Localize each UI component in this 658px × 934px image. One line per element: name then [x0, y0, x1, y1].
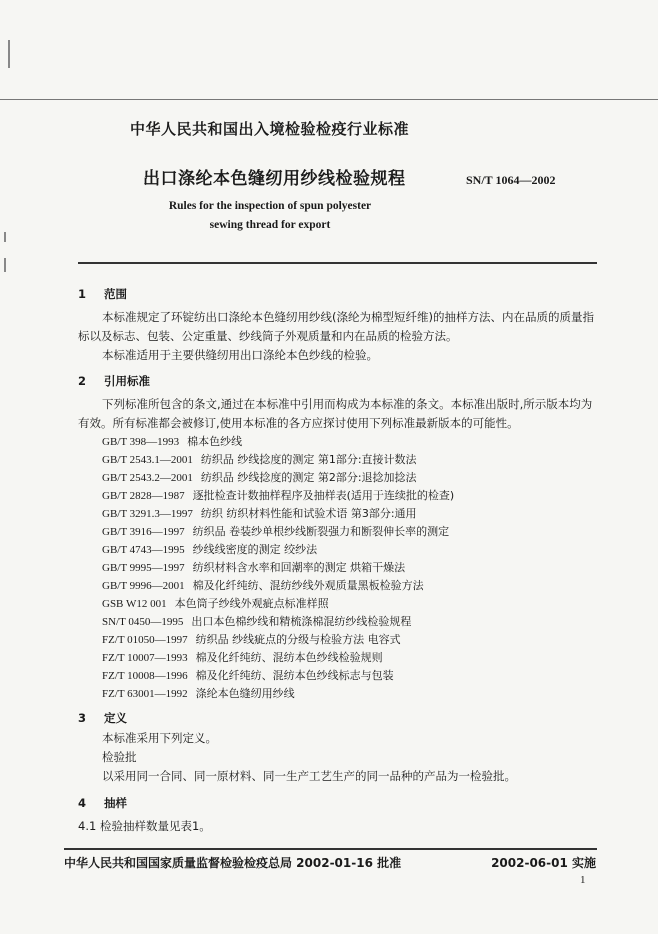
reference-code: GB/T 398—1993 [102, 436, 180, 448]
reference-title: 涤纶本色缝纫用纱线 [195, 687, 295, 700]
reference-code: FZ/T 10008—1996 [102, 670, 188, 682]
reference-code: FZ/T 63001—1992 [102, 688, 188, 700]
reference-title: 纺织品 卷装纱单根纱线断裂强力和断裂伸长率的测定 [192, 525, 450, 538]
section-1-heading [78, 286, 127, 302]
clause-4-1: 4.1 检验抽样数量见表1。 [78, 819, 211, 833]
reference-code: GB/T 2543.2—2001 [102, 472, 193, 484]
title-divider [78, 262, 597, 264]
section-number: 1 [78, 287, 87, 301]
reference-title: 棉本色纱线 [187, 435, 243, 448]
reference-item [102, 667, 394, 683]
english-title-line-2: sewing thread for export [209, 219, 331, 231]
reference-code: GSB W12 001 [102, 598, 167, 610]
approval-statement: 中华人民共和国国家质量监督检验检疫总局 2002-01-16 批准 [64, 856, 402, 870]
reference-code: FZ/T 10007—1993 [102, 652, 188, 664]
section-4-heading [78, 795, 127, 811]
reference-code: GB/T 3291.3—1997 [102, 508, 193, 520]
page-number: 1 [580, 874, 586, 886]
industry-standard-title: 中华人民共和国出入境检验检疫行业标准 [130, 120, 410, 138]
scan-edge-mark [4, 232, 6, 242]
reference-item [102, 487, 454, 503]
standard-number: SN/T 1064—2002 [466, 173, 556, 187]
top-rule [0, 99, 658, 100]
reference-title: 纺织品 纱线捻度的测定 第2部分:退捻加捻法 [200, 471, 417, 484]
reference-title: 棉及化纤纯纺、混纺本色纱线标志与包装 [195, 669, 394, 682]
reference-title: 纺织品 纱线捻度的测定 第1部分:直接计数法 [200, 453, 417, 466]
section-number: 3 [78, 711, 87, 725]
reference-code: GB/T 2828—1987 [102, 490, 185, 502]
reference-code: GB/T 9996—2001 [102, 580, 185, 592]
reference-title: 纺织材料含水率和回潮率的测定 烘箱干燥法 [192, 561, 406, 574]
section-number: 4 [78, 796, 87, 810]
section-3-heading [78, 710, 127, 726]
section-title: 定义 [104, 711, 127, 725]
reference-item [102, 505, 417, 521]
reference-code: FZ/T 01050—1997 [102, 634, 188, 646]
reference-title: 棉及化纤纯纺、混纺本色纱线检验规则 [195, 651, 383, 664]
reference-item [102, 451, 417, 467]
reference-title: 本色筒子纱线外观疵点标准样照 [174, 597, 329, 610]
reference-item [102, 433, 242, 449]
section-3-intro: 本标准采用下列定义。 [102, 731, 217, 745]
definition-term: 检验批 [102, 750, 137, 764]
english-title-line-1: Rules for the inspection of spun polyester [168, 200, 372, 212]
reference-title: 逐批检查计数抽样程序及抽样表(适用于连续批的检查) [192, 489, 455, 502]
section-2-heading [78, 373, 150, 389]
section-1-paragraph-2: 本标准适用于主要供缝纫用出口涤纶本色纱线的检验。 [102, 348, 378, 362]
reference-code: GB/T 9995—1997 [102, 562, 185, 574]
reference-title: 出口本色棉纱线和精梳涤棉混纺纱线检验规程 [191, 615, 412, 628]
scan-edge-mark [8, 40, 10, 68]
effective-date: 2002-06-01 实施 [491, 856, 596, 870]
reference-item [102, 595, 329, 611]
section-1-paragraph-1: 本标准规定了环锭纺出口涤纶本色缝纫用纱线(涤纶为棉型短纤维)的抽样方法、内在品质的质量指标以及标志、包装、公定重量、纱线筒子外观质量和内在品质的检验方法。 [78, 310, 594, 343]
reference-title: 纱线线密度的测定 绞纱法 [192, 543, 318, 556]
reference-title: 纺织 纺织材料性能和试验术语 第3部分:通用 [200, 507, 417, 520]
section-number: 2 [78, 374, 87, 388]
reference-code: SN/T 0450—1995 [102, 616, 184, 628]
reference-code: GB/T 2543.1—2001 [102, 454, 193, 466]
reference-item [102, 577, 424, 593]
section-title: 抽样 [104, 796, 127, 810]
section-title: 引用标准 [104, 374, 150, 388]
reference-item [102, 613, 411, 629]
section-2-paragraph: 下列标准所包含的条文,通过在本标准中引用而构成为本标准的条文。本标准出版时,所示版本均为有效。所有标准都会被修订,使用本标准的各方应探讨使用下列标准最新版本的可能性。 [78, 397, 593, 430]
section-title: 范围 [104, 287, 127, 301]
reference-item [102, 541, 317, 557]
scan-edge-mark [4, 258, 6, 272]
reference-item [102, 685, 295, 701]
reference-code: GB/T 4743—1995 [102, 544, 185, 556]
reference-item [102, 469, 417, 485]
definition-text: 以采用同一合同、同一原材料、同一生产工艺生产的同一品种的产品为一检验批。 [102, 769, 516, 783]
reference-item [102, 631, 401, 647]
reference-title: 棉及化纤纯纺、混纺纱线外观质量黑板检验方法 [192, 579, 424, 592]
reference-code: GB/T 3916—1997 [102, 526, 185, 538]
reference-item [102, 523, 449, 539]
reference-item [102, 649, 383, 665]
reference-item [102, 559, 405, 575]
footer-divider [64, 848, 597, 850]
document-title: 出口涤纶本色缝纫用纱线检验规程 [143, 169, 406, 189]
reference-title: 纺织品 纱线疵点的分级与检验方法 电容式 [195, 633, 401, 646]
